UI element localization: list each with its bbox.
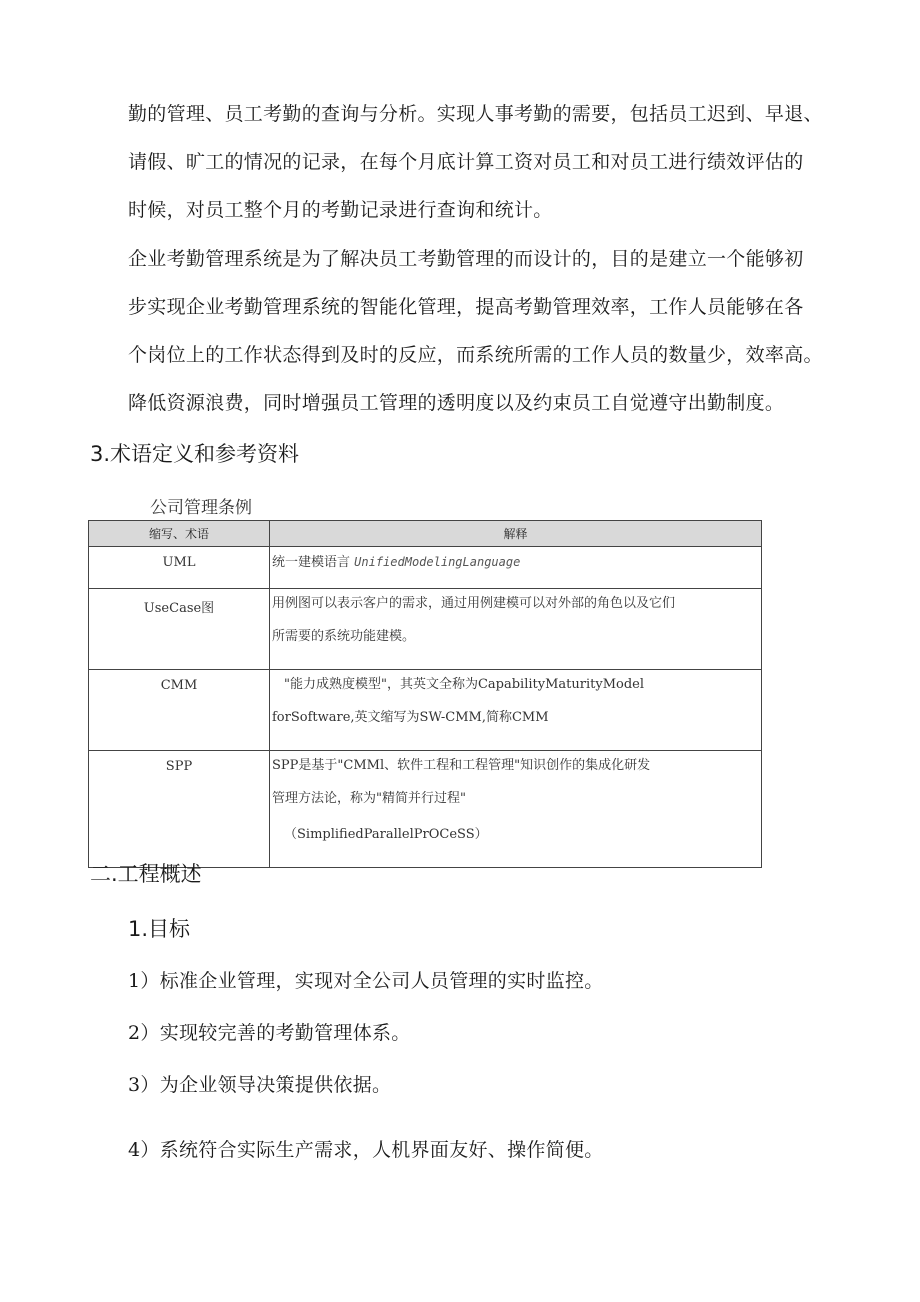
table-row — [89, 751, 762, 868]
desc-cell — [270, 547, 762, 589]
purpose-paragraph — [128, 235, 848, 427]
desc-line — [270, 547, 761, 578]
section-heading-overview: 二.工程概述 — [90, 862, 202, 886]
table-row — [89, 670, 762, 751]
terms-table — [88, 520, 762, 868]
intro-line-1: 勤的管理、员工考勤的查询与分析。实现人事考勤的需要，包括员工迟到、早退、 — [128, 103, 823, 125]
desc-cell — [270, 670, 762, 751]
table-row — [89, 589, 762, 670]
purpose-line-4: 降低资源浪费，同时增强员工管理的透明度以及约束员工自觉遵守出勤制度。 — [128, 392, 785, 414]
header-desc: 解释 — [270, 521, 762, 547]
desc-line: SPP是基于"CMMl、软件工程和工程管理"知识创作的集成化研发 — [272, 758, 651, 773]
table-header-row — [89, 521, 762, 547]
intro-line-3: 时候，对员工整个月的考勤记录进行查询和统计。 — [128, 199, 553, 221]
desc-line: "能力成熟度模型"，其英文全称为CapabilityMaturityModel — [284, 677, 645, 692]
desc-line: 所需要的系统功能建模。 — [272, 629, 416, 644]
term-cell: UseCase图 — [89, 589, 270, 670]
goal-item: 3）为企业领导决策提供依据。 — [128, 1074, 392, 1096]
term-cell: UML — [89, 547, 270, 589]
purpose-line-3: 个岗位上的工作状态得到及时的反应，而系统所需的工作人员的数量少，效率高。 — [128, 344, 823, 366]
table-caption: 公司管理条例 — [150, 498, 252, 518]
desc-cell — [270, 589, 762, 670]
purpose-line-1: 企业考勤管理系统是为了解决员工考勤管理的而设计的，目的是建立一个能够初 — [128, 248, 804, 270]
intro-line-2: 请假、旷工的情况的记录，在每个月底计算工资对员工和对员工进行绩效评估的 — [128, 151, 804, 173]
table-row — [89, 547, 762, 589]
subsection-heading-goals: 1.目标 — [128, 917, 191, 941]
desc-line: （SimplifiedParallelPrOCeSS） — [284, 827, 488, 842]
goal-item: 4）系统符合实际生产需求，人机界面友好、操作简便。 — [128, 1139, 604, 1161]
section-heading-terms: 3.术语定义和参考资料 — [90, 442, 300, 466]
desc-line: 管理方法论，称为"精简并行过程" — [272, 791, 466, 806]
desc-line: 用例图可以表示客户的需求，通过用例建模可以对外部的角色以及它们 — [272, 596, 676, 611]
goal-item: 2）实现较完善的考勤管理体系。 — [128, 1022, 411, 1044]
term-cell: SPP — [89, 751, 270, 868]
desc-line: forSoftware,英文缩写为SW-CMM,简称CMM — [272, 710, 549, 725]
goal-item: 1）标准企业管理，实现对全公司人员管理的实时监控。 — [128, 970, 604, 992]
desc-english: UnifiedModelingLanguage — [354, 555, 521, 569]
header-term: 缩写、术语 — [89, 521, 270, 547]
desc-text: 统一建模语言 — [272, 555, 351, 570]
desc-cell — [270, 751, 762, 868]
term-cell: CMM — [89, 670, 270, 751]
purpose-line-2: 步实现企业考勤管理系统的智能化管理，提高考勤管理效率，工作人员能够在各 — [128, 296, 804, 318]
intro-paragraph — [128, 90, 848, 234]
